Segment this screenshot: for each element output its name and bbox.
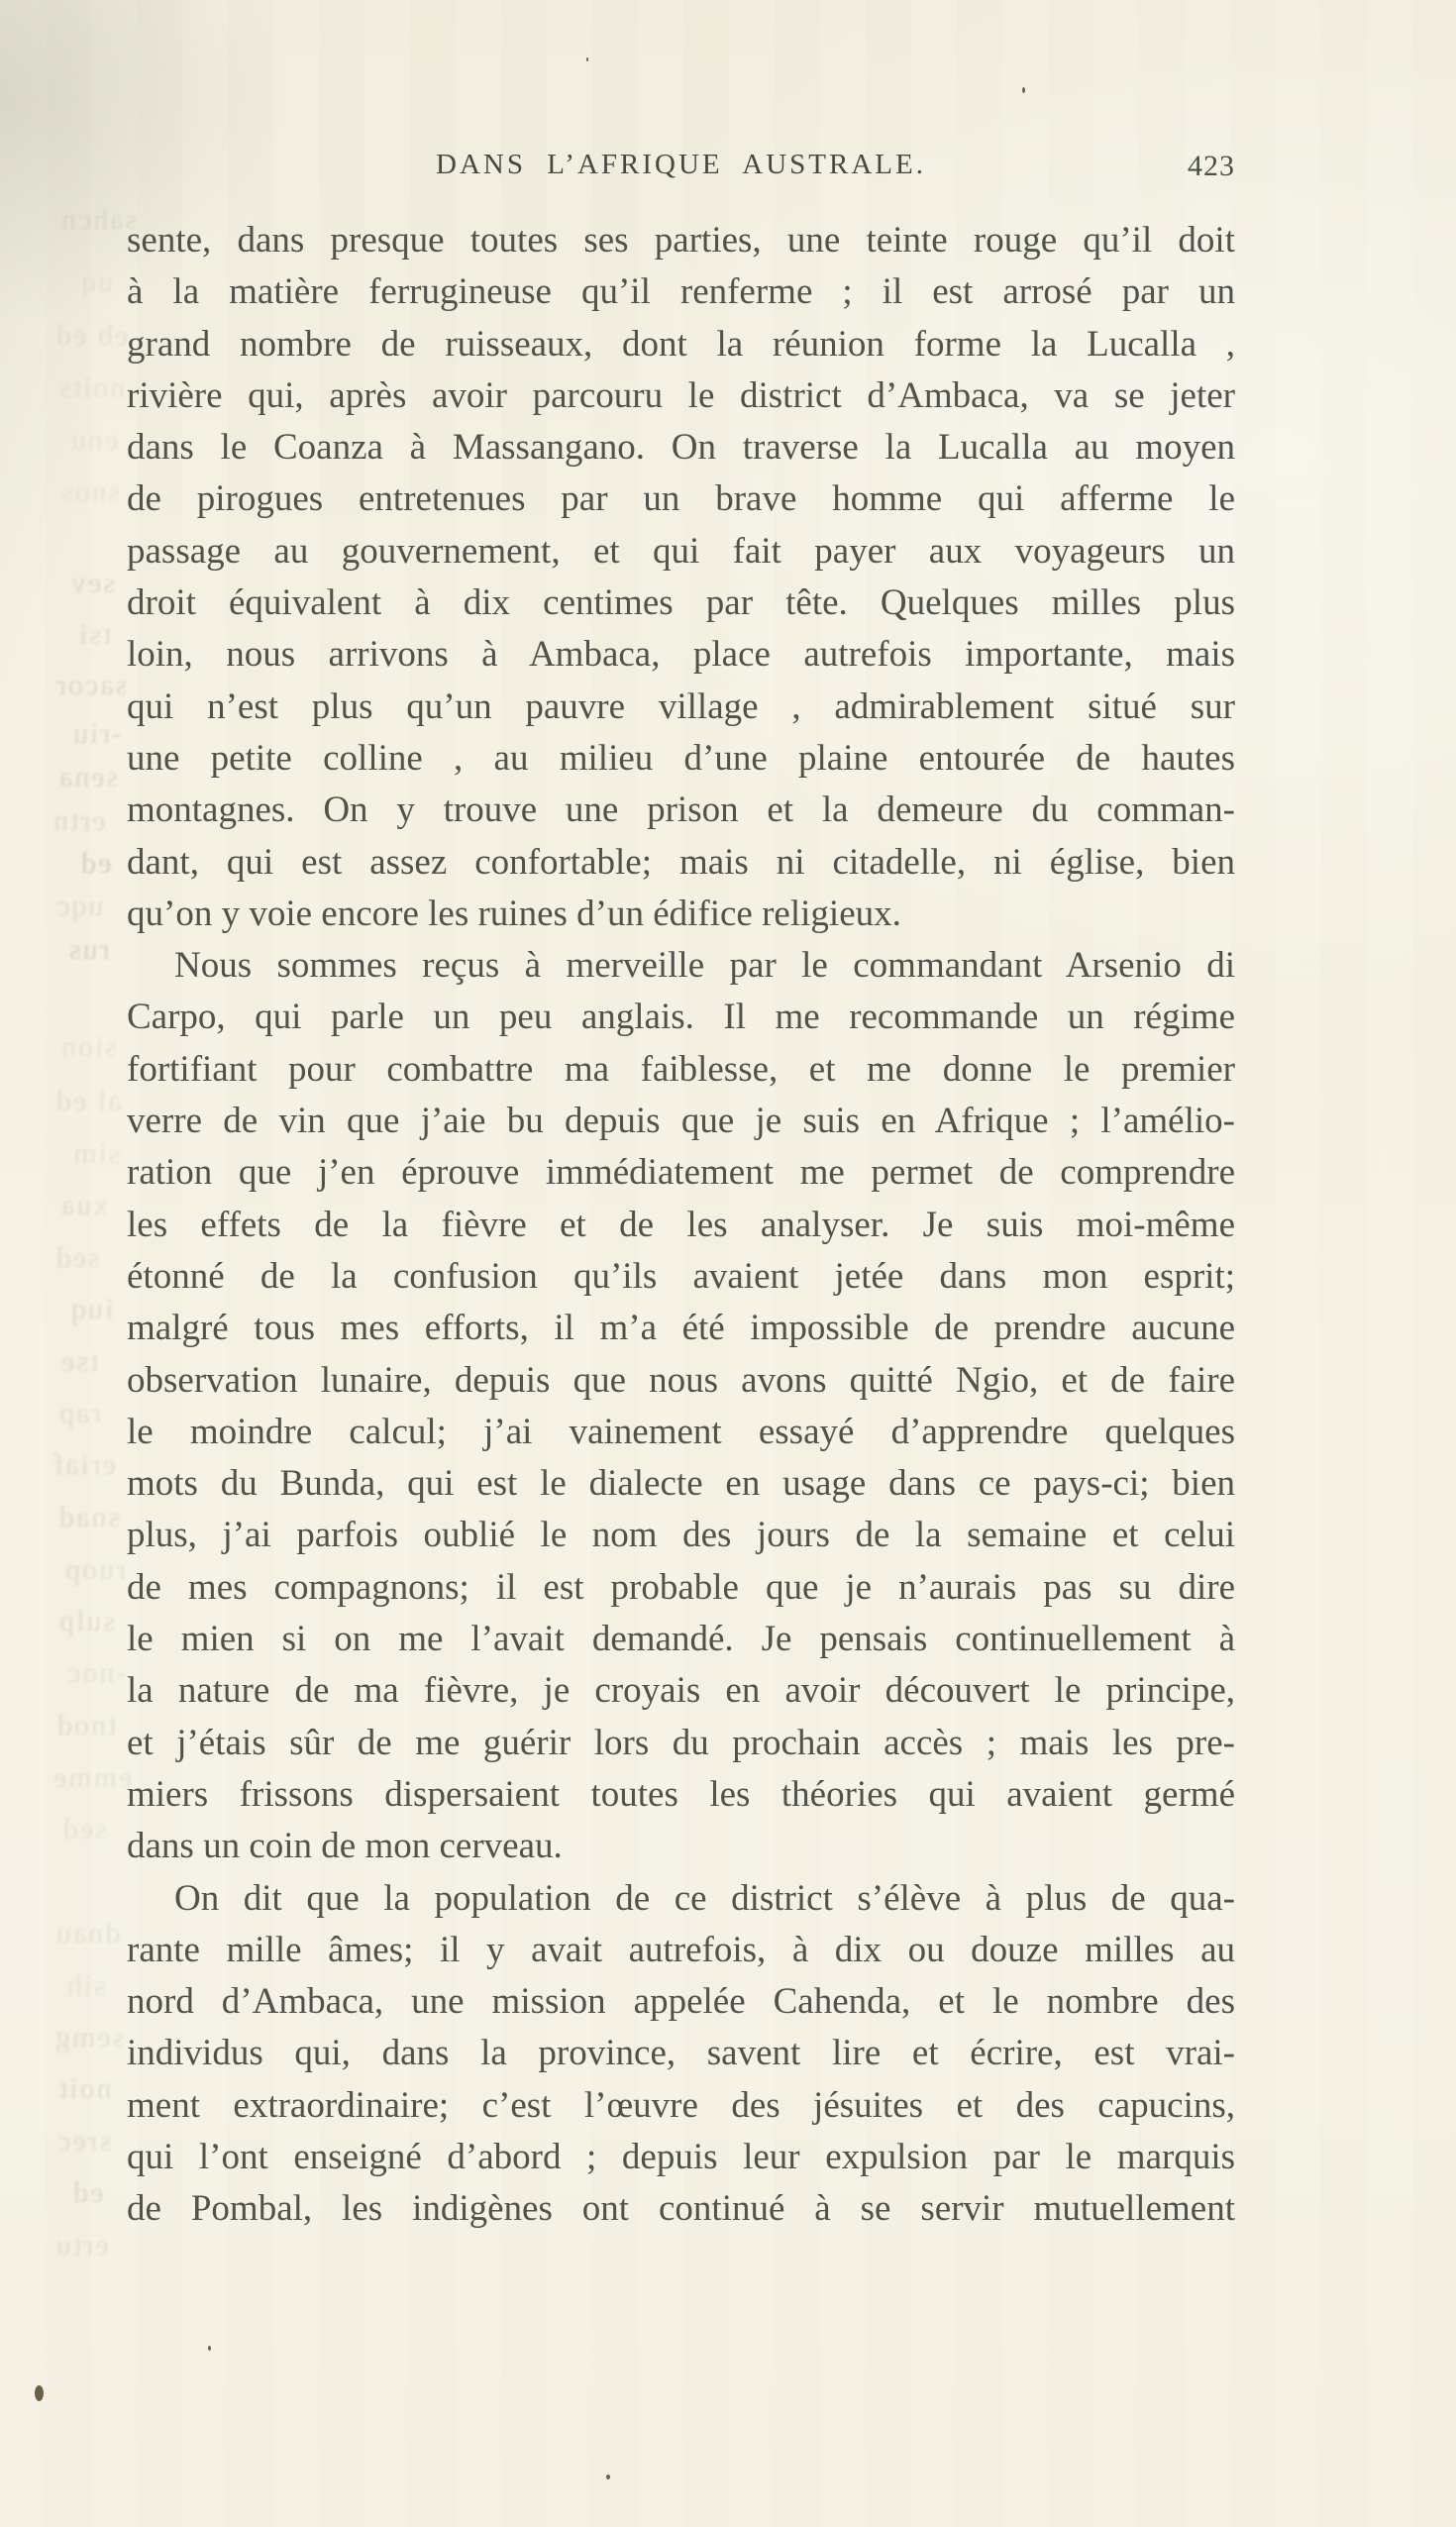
paper-speck — [606, 2474, 610, 2479]
ghost-text-fragment: enu — [69, 424, 119, 457]
text-line: la nature de ma fièvre, je croyais en avoir découvert le principe, — [127, 1670, 1235, 1712]
text-line: de Pombal, les indigènes ont continué à se servir mutuellement — [127, 2188, 1235, 2230]
ghost-text-fragment: sih — [65, 1969, 107, 2002]
text-line: malgré tous mes efforts, il m’a été impossible de prendre aucune — [127, 1308, 1235, 1349]
text-line: plus, j’ai parfois oublié le nom des jours de la semaine et celui — [127, 1515, 1235, 1556]
text-line: les effets de la fièvre et de les analyser. Je suis moi-même — [127, 1204, 1235, 1245]
text-line: étonné de la confusion qu’ils avaient jetée dans mon esprit; — [127, 1255, 1235, 1297]
text-line: rante mille âmes; il y avait autrefois, à dix ou douze milles au — [127, 1929, 1235, 1970]
ghost-text-fragment: sahcn — [59, 203, 138, 236]
ghost-text-fragment: eb ed — [54, 319, 129, 352]
ghost-text-fragment: uq — [79, 265, 113, 298]
ghost-text-fragment: srec — [55, 2125, 112, 2158]
ghost-text-fragment: dnau — [54, 1917, 121, 1949]
ghost-text-fragment: semg — [53, 2021, 125, 2053]
text-line: mots du Bunda, qui est le dialecte en usage dans ce pays-ci; bien — [127, 1463, 1235, 1505]
text-line: Carpo, qui parle un peu anglais. Il me recommande un régime — [127, 997, 1235, 1038]
text-line: le mien si on me l’avait demandé. Je pensais continuellement à — [127, 1619, 1235, 1660]
body-text — [127, 215, 1235, 2236]
ghost-text-fragment: sed — [54, 1241, 100, 1274]
text-line: ment extraordinaire; c’est l’œuvre des jésuites et des capucins, — [127, 2084, 1235, 2126]
text-line: le moindre calcul; j’ai vainement essayé d’apprendre quelques — [127, 1411, 1235, 1452]
ghost-text-fragment: snad — [57, 1501, 120, 1533]
ghost-text-fragment: sena — [57, 761, 119, 793]
text-line: rivière qui, après avoir parcouru le district d’Ambaca, va se jeter — [127, 374, 1235, 416]
ghost-text-fragment: noit — [57, 2072, 112, 2105]
ghost-text-fragment: al ed — [54, 1085, 122, 1117]
text-line: dant, qui est assez confortable; mais ni citadelle, ni église, bien — [127, 841, 1235, 883]
paper-speck — [586, 57, 588, 61]
ghost-text-fragment: ed — [71, 2176, 104, 2209]
text-line: ration que j’en éprouve immédiatement me permet de comprendre — [127, 1152, 1235, 1194]
ghost-text-fragment: sim — [71, 1137, 121, 1170]
text-line: miers frissons dispersaient toutes les théories qui avaient germé — [127, 1773, 1235, 1815]
text-line: individus qui, dans la province, savent lire et écrire, est vrai- — [127, 2033, 1235, 2074]
ghost-text-fragment: ertu — [54, 2229, 109, 2262]
text-line: qui n’est plus qu’un pauvre village , admirablement situé sur — [127, 685, 1235, 727]
text-line: de pirogues entretenues par un brave homme qui afferme le — [127, 478, 1235, 520]
page-header — [127, 149, 1235, 192]
ghost-text-fragment: tnod — [55, 1709, 117, 1741]
text-line: verre de vin que j’aie bu depuis que je suis en Afrique ; l’amélio- — [127, 1101, 1235, 1142]
text-line: On dit que la population de ce district s’élève à plus de qua- — [174, 1877, 1235, 1919]
ghost-text-fragment: eriaf — [52, 1448, 116, 1481]
text-line: montagnes. On y trouve une prison et la demeure du comman- — [127, 790, 1235, 831]
page-number: 423 — [1188, 150, 1235, 182]
text-line: une petite colline , au milieu d’une plaine entourée de hautes — [127, 737, 1235, 779]
paper-speck — [1022, 87, 1025, 93]
ghost-text-fragment: sion — [59, 1030, 118, 1063]
ghost-text-fragment: tsi — [77, 618, 112, 651]
ghost-text-fragment: -noc — [65, 1656, 127, 1689]
ghost-text-fragment: uqc — [54, 890, 104, 922]
paper-speck — [35, 2385, 44, 2401]
ghost-text-fragment: tse — [59, 1345, 99, 1378]
text-line: grand nombre de ruisseaux, dont la réunion forme la Lucalla , — [127, 323, 1235, 365]
text-line: et j’étais sûr de me guérir lors du prochain accès ; mais les pre- — [127, 1722, 1235, 1763]
text-line: passage au gouvernement, et qui fait payer aux voyageurs un — [127, 530, 1235, 572]
ghost-text-fragment: snos — [59, 475, 121, 508]
text-line: sente, dans presque toutes ses parties, une teinte rouge qu’il doit — [127, 220, 1235, 261]
paper-speck — [208, 2346, 211, 2351]
text-line: nord d’Ambaca, une mission appelée Cahenda, et le nombre des — [127, 1981, 1235, 2023]
ghost-text-fragment: emme — [52, 1761, 133, 1794]
text-line: droit équivalent à dix centimes par tête. Quelques milles plus — [127, 582, 1235, 624]
ghost-text-fragment: iuq — [69, 1293, 114, 1325]
ghost-text-fragment: noits — [57, 371, 126, 404]
ghost-text-fragment: ed — [79, 847, 112, 880]
text-line: loin, nous arrivons à Ambaca, place autrefois importante, mais — [127, 634, 1235, 676]
text-line: qui l’ont enseigné d’abord ; depuis leur expulsion par le marquis — [127, 2136, 1235, 2177]
running-header-title: DANS L’AFRIQUE AUSTRALE. — [436, 149, 926, 180]
text-line: observation lunaire, depuis que nous avons quitté Ngio, et de faire — [127, 1359, 1235, 1401]
ghost-text-fragment: sulp — [57, 1605, 116, 1637]
text-line: qu’on y voie encore les ruines d’un édifice religieux. — [127, 893, 901, 934]
text-line: fortifiant pour combattre ma faiblesse, et me donne le premier — [127, 1048, 1235, 1090]
ghost-text-fragment: xua — [59, 1189, 109, 1221]
text-line: à la matière ferrugineuse qu’il renferme ; il est arrosé par un — [127, 271, 1235, 313]
text-line: Nous sommes reçus à merveille par le commandant Arsenio di — [174, 945, 1235, 987]
ghost-text-fragment: ruop — [63, 1553, 126, 1586]
ghost-text-fragment: sev — [69, 567, 115, 599]
text-line: de mes compagnons; il est probable que je n’aurais pas su dire — [127, 1566, 1235, 1608]
ghost-text-fragment: rap — [57, 1397, 102, 1429]
ghost-text-fragment: ertn — [52, 804, 106, 837]
text-line: dans un coin de mon cerveau. — [127, 1826, 563, 1867]
ghost-text-fragment: -riu — [71, 717, 123, 750]
ghost-text-fragment: rus — [67, 933, 110, 966]
ghost-text-fragment: sacor — [54, 669, 128, 701]
text-line: dans le Coanza à Massangano. On traverse la Lucalla au moyen — [127, 427, 1235, 469]
ghost-text-fragment: sed — [61, 1813, 107, 1845]
